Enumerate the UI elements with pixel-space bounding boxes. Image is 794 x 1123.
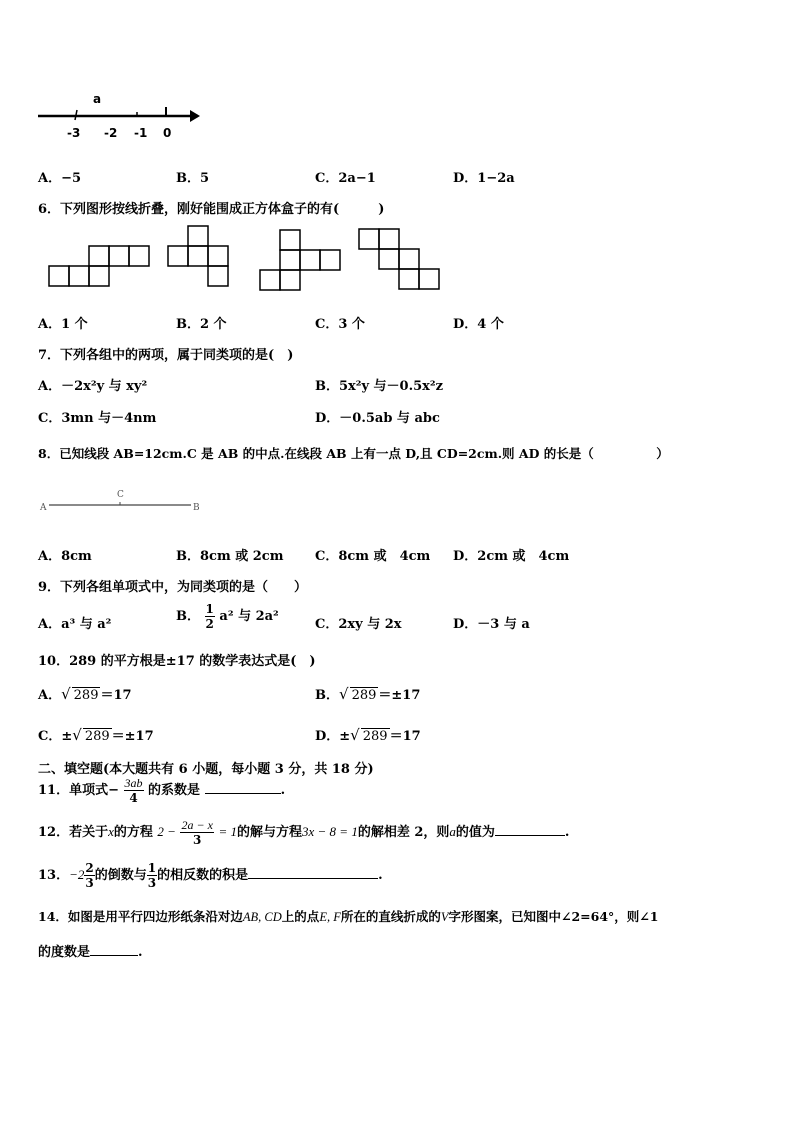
q14-e-f: E, F xyxy=(319,910,341,924)
q12-eq1-right: = 1 xyxy=(218,824,237,839)
cube-net-figure-3 xyxy=(259,229,343,293)
q10-option-c-result: ＝±17 xyxy=(111,729,154,744)
fraction-numerator: 1 xyxy=(205,602,214,616)
q9-option-a: A．a³ 与 a² xyxy=(38,617,112,632)
sqrt-sign-icon: √ xyxy=(350,726,360,744)
q12-answer-blank[interactable] xyxy=(495,823,565,836)
q10-option-d-letter: D．± xyxy=(315,729,351,744)
q11-end: . xyxy=(280,783,286,798)
q8-option-d: D．2cm 或 4cm xyxy=(453,549,570,564)
q9-stem: 9．下列各组单项式中，为同类项的是（ ） xyxy=(38,580,308,595)
q14-text-3: 所在的直线折成的 xyxy=(340,909,441,924)
q12-mid3: 的解相差 2，则 xyxy=(357,825,450,840)
fraction-denominator: 2 xyxy=(205,617,214,631)
q12-var-a: a xyxy=(449,824,456,839)
q7-option-a: A．－2x²y 与 xy² xyxy=(38,379,148,394)
q13-fraction-2 xyxy=(147,862,157,889)
fraction-denominator: 4 xyxy=(129,791,138,805)
number-line-tick-label: -1 xyxy=(134,126,148,140)
q11-answer-blank[interactable] xyxy=(205,781,281,794)
q11-suffix: 的系数是 xyxy=(148,783,201,798)
q10-stem: 10．289 的平方根是±17 的数学表达式是( ) xyxy=(38,654,316,669)
q12-prefix: 12．若关于 xyxy=(38,825,109,840)
q13-prefix: 13． xyxy=(38,868,70,883)
q14-line-1 xyxy=(38,907,658,925)
q11-fraction xyxy=(124,777,144,804)
q10-option-b-result: ＝±17 xyxy=(378,688,421,703)
fraction-numerator: 3ab xyxy=(124,776,143,790)
q9-option-b xyxy=(176,603,279,630)
fraction-denominator: 3 xyxy=(147,876,157,890)
q12-mid1: 的方程 xyxy=(113,825,153,840)
q10-option-a-letter: A． xyxy=(38,688,62,703)
q7-stem: 7．下列各组中的两项，属于同类项的是( ) xyxy=(38,348,294,363)
q5-option-b: B．5 xyxy=(176,171,210,186)
segment-label-a: A xyxy=(40,503,47,513)
q13-mid2: 的相反数的积是 xyxy=(157,868,249,883)
q5-option-a: A．−5 xyxy=(38,171,82,186)
q12-var-x: x xyxy=(108,824,114,839)
q12-mid2: 的解与方程 xyxy=(236,825,302,840)
number-line-figure xyxy=(30,88,210,148)
q10-option-d-result: ＝17 xyxy=(389,729,421,744)
q14-ab-cd: AB, CD xyxy=(242,910,282,924)
number-line-tick-label: -3 xyxy=(67,126,81,140)
q13 xyxy=(38,862,383,889)
q13-mid1: 的倒数与 xyxy=(94,868,147,883)
q12-fraction xyxy=(180,819,213,846)
q7-option-c: C．3mn 与－4nm xyxy=(38,411,157,426)
q8-option-c: C．8cm 或 4cm xyxy=(315,549,431,564)
q5-option-c: C．2a−1 xyxy=(315,171,376,186)
q6-option-a: A．1 个 xyxy=(38,317,88,332)
q7-option-b: B．5x²y 与－0.5x²z xyxy=(315,379,444,394)
q14-text-4: 字形图案，已知图中∠2=64°，则∠1 xyxy=(448,909,659,924)
number-line-tick-label: -2 xyxy=(104,126,118,140)
q12-eq1-left: 2 − xyxy=(157,824,176,839)
q12-mid4: 的值为 xyxy=(455,825,495,840)
fraction-denominator: 3 xyxy=(193,833,202,847)
q14-text-1: 14．如图是用平行四边形纸条沿对边 xyxy=(38,909,243,924)
cube-net-figure-2 xyxy=(167,225,231,289)
q14-end: . xyxy=(138,945,143,960)
q9-option-d: D．－3 与 a xyxy=(453,617,530,632)
q10-option-c xyxy=(38,725,154,744)
q12-eq2: 3x − 8 = 1 xyxy=(302,824,358,839)
q8-option-a: A．8cm xyxy=(38,549,92,564)
q12-end: . xyxy=(564,825,570,840)
q6-option-b: B．2 个 xyxy=(176,317,227,332)
q10-option-d xyxy=(315,725,421,744)
q10-option-b-letter: B． xyxy=(315,688,339,703)
q10-option-a xyxy=(38,684,132,703)
q14-line-2 xyxy=(38,941,143,960)
q12 xyxy=(38,819,569,846)
segment-label-b: B xyxy=(193,503,200,513)
number-line-tick-label: 0 xyxy=(163,126,172,140)
q11 xyxy=(38,777,285,804)
fraction-denominator: 3 xyxy=(85,876,94,890)
section-heading: 二、填空题(本大题共有 6 小题，每小题 3 分，共 18 分) xyxy=(38,762,374,777)
sqrt-sign-icon: √ xyxy=(339,685,349,703)
q8-stem: 8．已知线段 AB=12cm.C 是 AB 的中点.在线段 AB 上有一点 D,且 CD=2cm.则 AD 的长是（ ） xyxy=(38,446,669,461)
q13-answer-blank[interactable] xyxy=(248,866,378,879)
q14-answer-blank[interactable] xyxy=(90,943,138,956)
q10-option-a-result: ＝17 xyxy=(100,688,132,703)
q9-option-c: C．2xy 与 2x xyxy=(315,617,402,632)
q5-option-d: D．1−2a xyxy=(453,171,515,186)
sqrt-sign-icon: √ xyxy=(72,726,82,744)
q13-end: . xyxy=(378,868,383,883)
q10-option-c-letter: C．± xyxy=(38,729,73,744)
q6-option-c: C．3 个 xyxy=(315,317,365,332)
q14-v: V xyxy=(440,910,449,924)
q9-option-b-letter: B． xyxy=(176,609,200,624)
q9-option-b-text: a² 与 2a² xyxy=(219,609,279,624)
q6-stem: 6．下列图形按线折叠，刚好能围成正方体盒子的有( ) xyxy=(38,202,385,217)
q14-text-2: 上的点 xyxy=(281,909,320,924)
fraction-numerator: 2a − x xyxy=(181,818,213,832)
q13-fraction-1 xyxy=(84,862,94,889)
segment-label-c: C xyxy=(117,490,124,500)
sqrt-sign-icon: √ xyxy=(61,685,71,703)
radicand: 289 xyxy=(362,729,388,744)
radicand: 289 xyxy=(73,688,99,703)
q14-text-5: 的度数是 xyxy=(38,945,91,960)
q11-prefix: 11．单项式− xyxy=(38,783,119,798)
q8-option-b: B．8cm 或 2cm xyxy=(176,549,284,564)
q9-option-b-fraction xyxy=(205,603,215,630)
cube-net-figure-4 xyxy=(358,228,442,292)
fraction-numerator: 2 xyxy=(85,861,94,875)
q6-option-d: D．4 个 xyxy=(453,317,504,332)
q10-option-b xyxy=(315,684,420,703)
q13-neg-whole: −2 xyxy=(69,867,85,882)
radicand: 289 xyxy=(351,688,377,703)
fraction-numerator: 1 xyxy=(147,861,157,875)
radicand: 289 xyxy=(84,729,110,744)
number-line-var-label: a xyxy=(93,92,102,106)
cube-net-figure-1 xyxy=(48,244,152,288)
q7-option-d: D．－0.5ab 与 abc xyxy=(315,411,440,426)
